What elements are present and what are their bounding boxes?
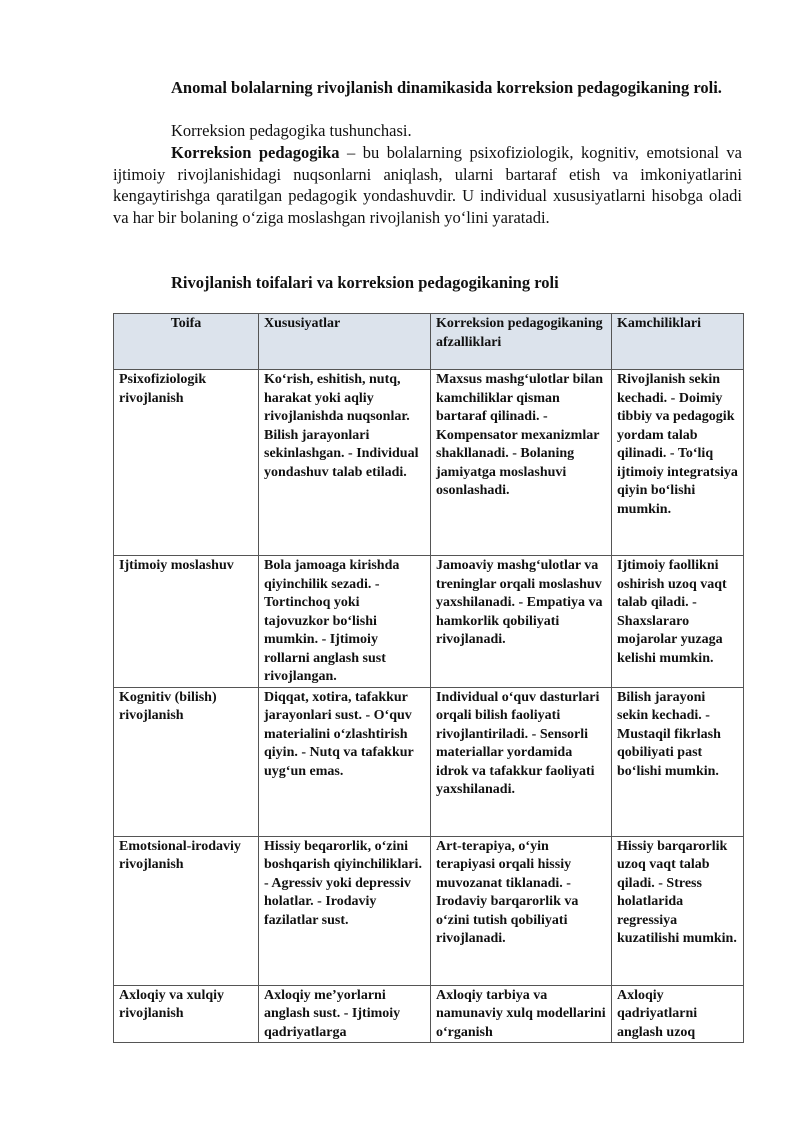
definition-text: – bu bolalarning psixofiziologik, kognitiv, emotsional va ijtimoiy rivojlanishidagi nuqsonlarni aniqlash, ularni bartaraf etish va imkoniyatlarini kengaytirishga qaratilgan pedagogik yondashuvdir. U individual xususiyatlarni hisobga oladi va har bir bolaning o‘ziga moslashgan rivojlanish yo‘lini yaratadi. xyxy=(113,143,742,227)
cell-features: Hissiy beqarorlik, o‘zini boshqarish qiyinchiliklari. - Agressiv yoki depressiv holatlar. - Irodaviy fazilatlar sust. xyxy=(259,836,431,985)
cell-category: Kognitiv (bilish) rivojlanish xyxy=(114,687,259,836)
table-title: Rivojlanish toifalari va korreksion pedagogikaning roli xyxy=(171,273,559,292)
header-afzalliklar: Korreksion pedagogikaning afzalliklari xyxy=(431,314,612,370)
cell-features: Bola jamoaga kirishda qiyinchilik sezadi. - Tortinchoq yoki tajovuzkor bo‘lishi mumkin. - Ijtimoiy rollarni anglash sust rivojlangan. xyxy=(259,556,431,688)
cell-features: Ko‘rish, eshitish, nutq, harakat yoki aqliy rivojlanishda nuqsonlar. Bilish jarayonlari sekinlashgan. - Individual yondashuv talab etiladi. xyxy=(259,370,431,556)
cell-features: Axloqiy me’yorlarni anglash sust. - Ijtimoiy qadriyatlarga xyxy=(259,985,431,1043)
table-row xyxy=(114,370,744,556)
definition-paragraph xyxy=(113,142,742,228)
table-header-row xyxy=(114,314,744,370)
header-xususiyatlar: Xususiyatlar xyxy=(259,314,431,370)
cell-category: Psixofiziologik rivojlanish xyxy=(114,370,259,556)
cell-features: Diqqat, xotira, tafakkur jarayonlari sust. - O‘quv materialini o‘zlashtirish qiyin. - Nutq va tafakkur uyg‘un emas. xyxy=(259,687,431,836)
cell-disadvantages: Ijtimoiy faollikni oshirish uzoq vaqt talab qiladi. - Shaxslararo mojarolar yuzaga kelishi mumkin. xyxy=(612,556,744,688)
cell-advantages: Maxsus mashg‘ulotlar bilan kamchiliklar qisman bartaraf qilinadi. - Kompensator mexanizmlar shakllanadi. - Bolaning jamiyatga moslashuvi osonlashadi. xyxy=(431,370,612,556)
document-title: Anomal bolalarning rivojlanish dinamikasida korreksion pedagogikaning roli. xyxy=(171,78,722,97)
table-row xyxy=(114,687,744,836)
cell-advantages: Individual o‘quv dasturlari orqali bilish faoliyati rivojlantiriladi. - Sensorli materiallar yordamida idrok va tafakkur faoliyati yaxshilanadi. xyxy=(431,687,612,836)
cell-disadvantages: Axloqiy qadriyatlarni anglash uzoq xyxy=(612,985,744,1043)
table-row xyxy=(114,556,744,688)
cell-category: Emotsional-irodaviy rivojlanish xyxy=(114,836,259,985)
table-row xyxy=(114,836,744,985)
table-row xyxy=(114,985,744,1043)
cell-disadvantages: Bilish jarayoni sekin kechadi. - Mustaqil fikrlash qobiliyati past bo‘lishi mumkin. xyxy=(612,687,744,836)
cell-disadvantages: Rivojlanish sekin kechadi. - Doimiy tibbiy va pedagogik yordam talab qilinadi. - To‘liq ijtimoiy integratsiya qiyin bo‘lishi mumkin. xyxy=(612,370,744,556)
cell-disadvantages: Hissiy barqarorlik uzoq vaqt talab qiladi. - Stress holatlarida regressiya kuzatilishi mumkin. xyxy=(612,836,744,985)
definition-term: Korreksion pedagogika xyxy=(171,143,340,162)
header-toifa: Toifa xyxy=(114,314,259,370)
cell-advantages: Jamoaviy mashg‘ulotlar va treninglar orqali moslashuv yaxshilanadi. - Empatiya va hamkorlik qobiliyati rivojlanadi. xyxy=(431,556,612,688)
document-subtitle: Korreksion pedagogika tushunchasi. xyxy=(171,121,412,140)
cell-category: Ijtimoiy moslashuv xyxy=(114,556,259,688)
cell-advantages: Axloqiy tarbiya va namunaviy xulq modellarini o‘rganish xyxy=(431,985,612,1043)
development-table xyxy=(113,313,744,1043)
cell-advantages: Art-terapiya, o‘yin terapiyasi orqali hissiy muvozanat tiklanadi. - Irodaviy barqarorlik va o‘zini tutish qobiliyati rivojlanadi. xyxy=(431,836,612,985)
header-kamchiliklar: Kamchiliklari xyxy=(612,314,744,370)
cell-category: Axloqiy va xulqiy rivojlanish xyxy=(114,985,259,1043)
